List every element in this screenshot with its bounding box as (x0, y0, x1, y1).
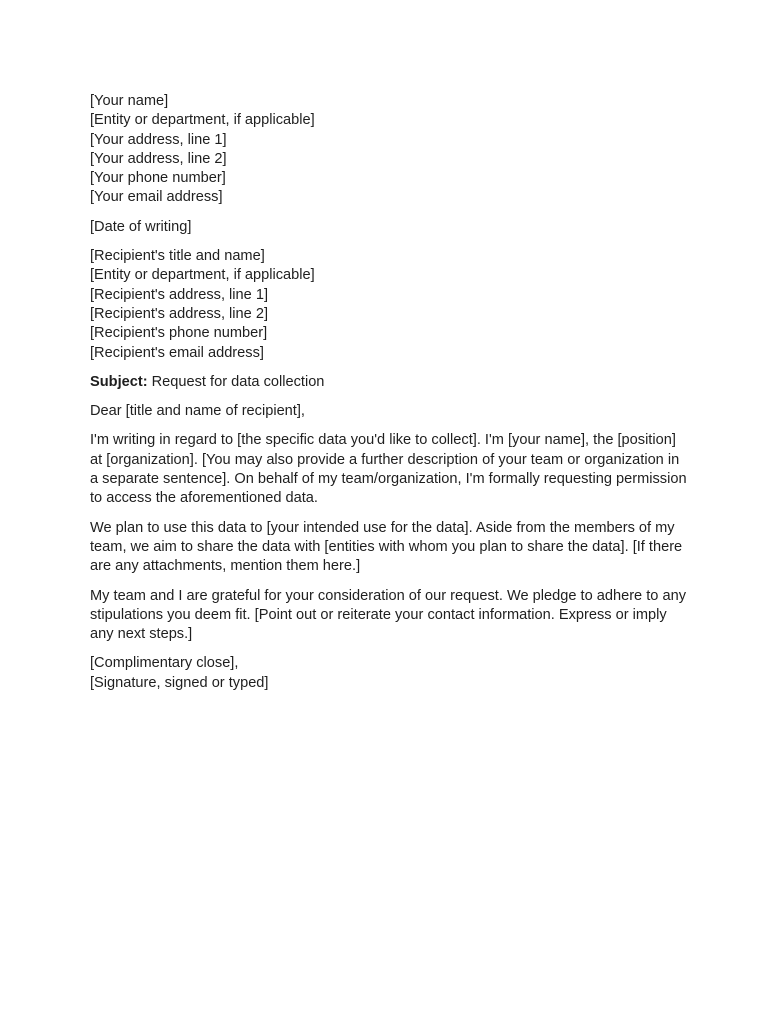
subject-line (90, 373, 688, 392)
signature: [Signature, signed or typed] (90, 674, 269, 691)
subject-label: Subject: (90, 373, 148, 390)
date-of-writing: [Date of writing] (90, 218, 192, 235)
sender-email: [Your email address] (90, 189, 223, 206)
recipient-phone: [Recipient's phone number] (90, 325, 268, 342)
recipient-address-line-2: [Recipient's address, line 2] (90, 305, 269, 322)
complimentary-close: [Complimentary close], (90, 655, 239, 672)
closing-block (90, 654, 688, 693)
recipient-address-line-1: [Recipient's address, line 1] (90, 286, 269, 303)
sender-block (90, 92, 688, 208)
sender-address-line-1: [Your address, line 1] (90, 131, 227, 148)
date-block (90, 218, 688, 237)
subject-text: Request for data collection (147, 373, 325, 390)
salutation: Dear [title and name of recipient], (90, 403, 305, 420)
recipient-entity: [Entity or department, if applicable] (90, 267, 315, 284)
sender-entity: [Entity or department, if applicable] (90, 112, 315, 129)
recipient-block (90, 247, 688, 363)
body-paragraph-3: My team and I are grateful for your consideration of our request. We pledge to adhere to any stipulations you deem fit. [Point out or reiterate your contact information. Express or imply any next steps.] (90, 587, 686, 643)
sender-address-line-2: [Your address, line 2] (90, 150, 227, 167)
body-paragraph-2: We plan to use this data to [your intended use for the data]. Aside from the members of my team, we aim to share the data with [entities with whom you plan to share the data]. [If there are any attachments, mention them here.] (90, 519, 683, 575)
sender-name: [Your name] (90, 93, 169, 109)
recipient-name: [Recipient's title and name] (90, 248, 265, 265)
body-paragraph-1: I'm writing in regard to [the specific data you'd like to collect]. I'm [your name], the [position] at [organization]. [You may also provide a further description of your team or organization in a separate sentence]. On behalf of my team/organization, I'm formally requesting permission to access the aforementioned data. (90, 432, 687, 507)
recipient-email: [Recipient's email address] (90, 344, 264, 361)
sender-phone: [Your phone number] (90, 170, 226, 187)
